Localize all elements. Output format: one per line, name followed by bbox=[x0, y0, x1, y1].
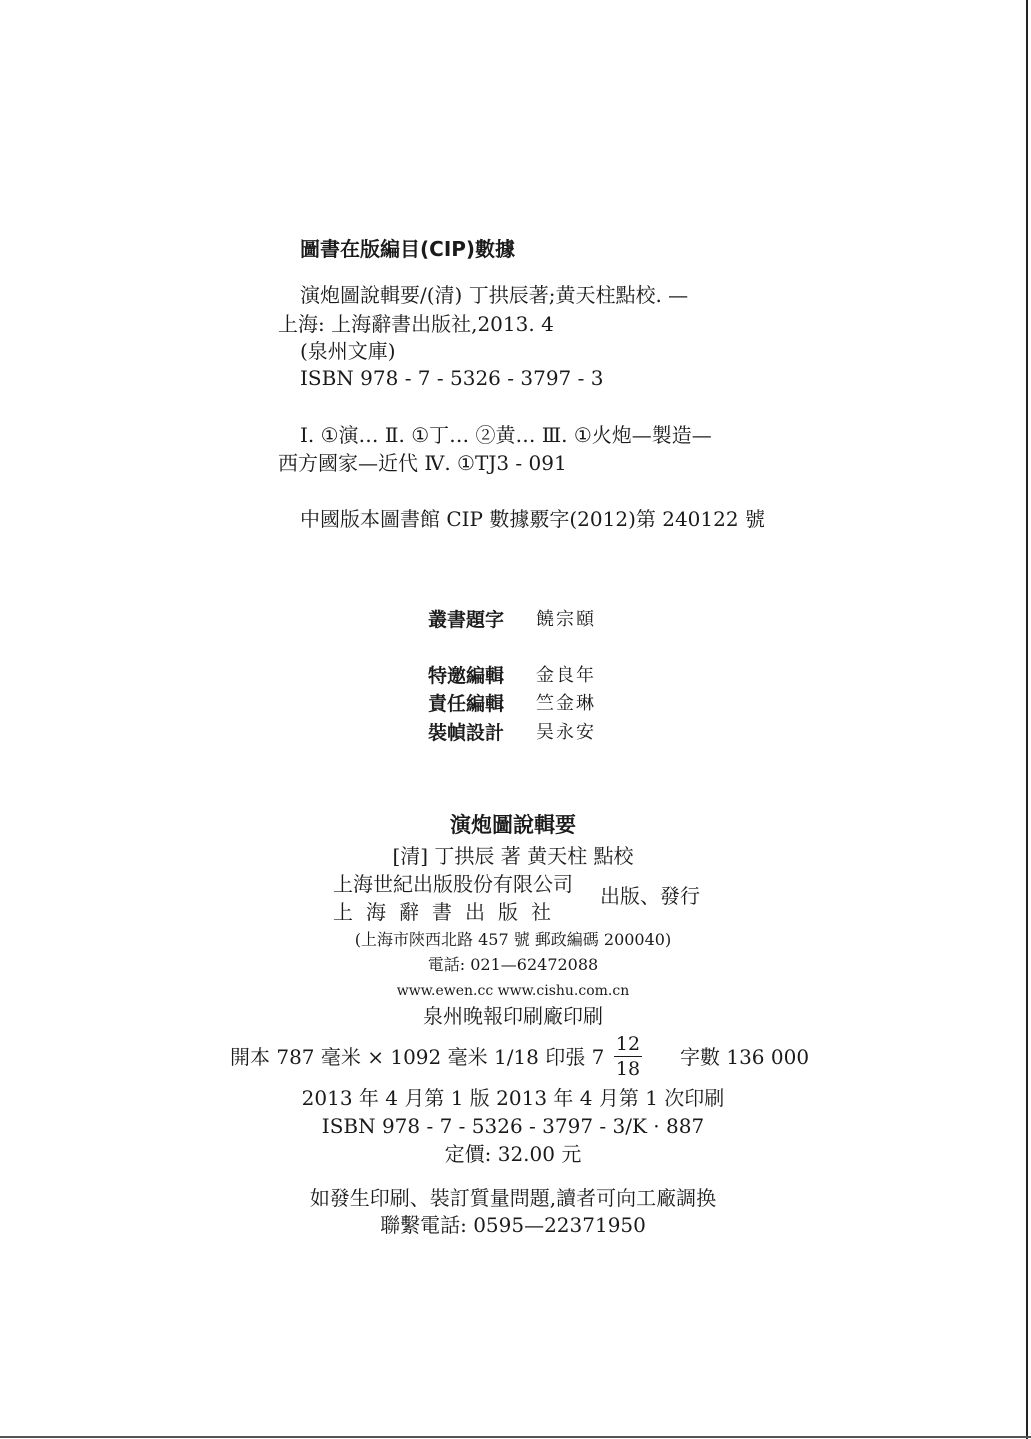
colophon-printer: 泉州晚報印刷廠印刷 bbox=[423, 1004, 603, 1028]
cip-isbn: ISBN 978 - 7 - 5326 - 3797 - 3 bbox=[300, 366, 604, 390]
fraction-bar bbox=[614, 1056, 642, 1057]
cip-heading: 圖書在版編目(CIP)數據 bbox=[300, 237, 516, 261]
credit-name-special-editor: 金良年 bbox=[536, 665, 596, 686]
cip-subject-line1: Ⅰ. ①演… Ⅱ. ①丁… ②黄… Ⅲ. ①火炮—製造— bbox=[300, 423, 712, 447]
colophon-phone: 電話: 021—62472088 bbox=[427, 955, 599, 974]
page-edge-right bbox=[1026, 0, 1028, 1439]
colophon-websites: www.ewen.cc www.cishu.com.cn bbox=[396, 983, 630, 999]
colophon-address: (上海市陝西北路 457 號 郵政編碼 200040) bbox=[354, 930, 672, 949]
credit-name-calligraphy: 饒宗頤 bbox=[536, 609, 596, 630]
colophon-contact: 聯繫電話: 0595—22371950 bbox=[380, 1213, 646, 1237]
colophon-notice: 如發生印刷、裝訂質量問題,讀者可向工廠調换 bbox=[309, 1186, 717, 1210]
colophon-publisher1: 上海世紀出版股份有限公司 bbox=[333, 872, 573, 896]
sheets-fraction bbox=[614, 1033, 642, 1080]
cip-entry-line2: 上海: 上海辭書出版社,2013. 4 bbox=[278, 312, 554, 336]
credit-name-responsible-editor: 竺金琳 bbox=[536, 693, 596, 714]
colophon-publisher2: 上海辭書出版社 bbox=[333, 900, 564, 924]
credit-name-designer: 吴永安 bbox=[536, 722, 596, 743]
colophon-isbn: ISBN 978 - 7 - 5326 - 3797 - 3/K · 887 bbox=[321, 1114, 705, 1138]
credit-label-special-editor: 特邀編輯 bbox=[428, 665, 505, 687]
colophon-word-count: 字數 136 000 bbox=[680, 1045, 810, 1069]
credit-label-designer: 裝幀設計 bbox=[428, 722, 505, 744]
colophon-format: 開本 787 毫米 × 1092 毫米 1/18 印張 7 bbox=[230, 1045, 605, 1069]
cip-number: 中國版本圖書館 CIP 數據覈字(2012)第 240122 號 bbox=[300, 507, 765, 531]
cip-entry-line1: 演炮圖說輯要/(清) 丁拱辰著;黄天柱點校. — bbox=[300, 283, 689, 307]
colophon-edition: 2013 年 4 月第 1 版 2013 年 4 月第 1 次印刷 bbox=[301, 1086, 725, 1110]
sheets-numerator: 12 bbox=[615, 1033, 641, 1055]
colophon-title: 演炮圖說輯要 bbox=[450, 813, 576, 837]
colophon-price: 定價: 32.00 元 bbox=[444, 1142, 582, 1166]
colophon-pub-role: 出版、發行 bbox=[600, 884, 700, 908]
cip-series: (泉州文庫) bbox=[300, 339, 396, 363]
colophon-authors: [清] 丁拱辰 著 黄天柱 點校 bbox=[392, 844, 634, 868]
credit-label-calligraphy: 叢書題字 bbox=[428, 609, 505, 631]
cip-subject-line2: 西方國家—近代 Ⅳ. ①TJ3 - 091 bbox=[278, 451, 567, 475]
page-edge-bottom bbox=[0, 1436, 1031, 1438]
sheets-denominator: 18 bbox=[615, 1058, 641, 1080]
credit-label-responsible-editor: 責任編輯 bbox=[428, 693, 505, 715]
